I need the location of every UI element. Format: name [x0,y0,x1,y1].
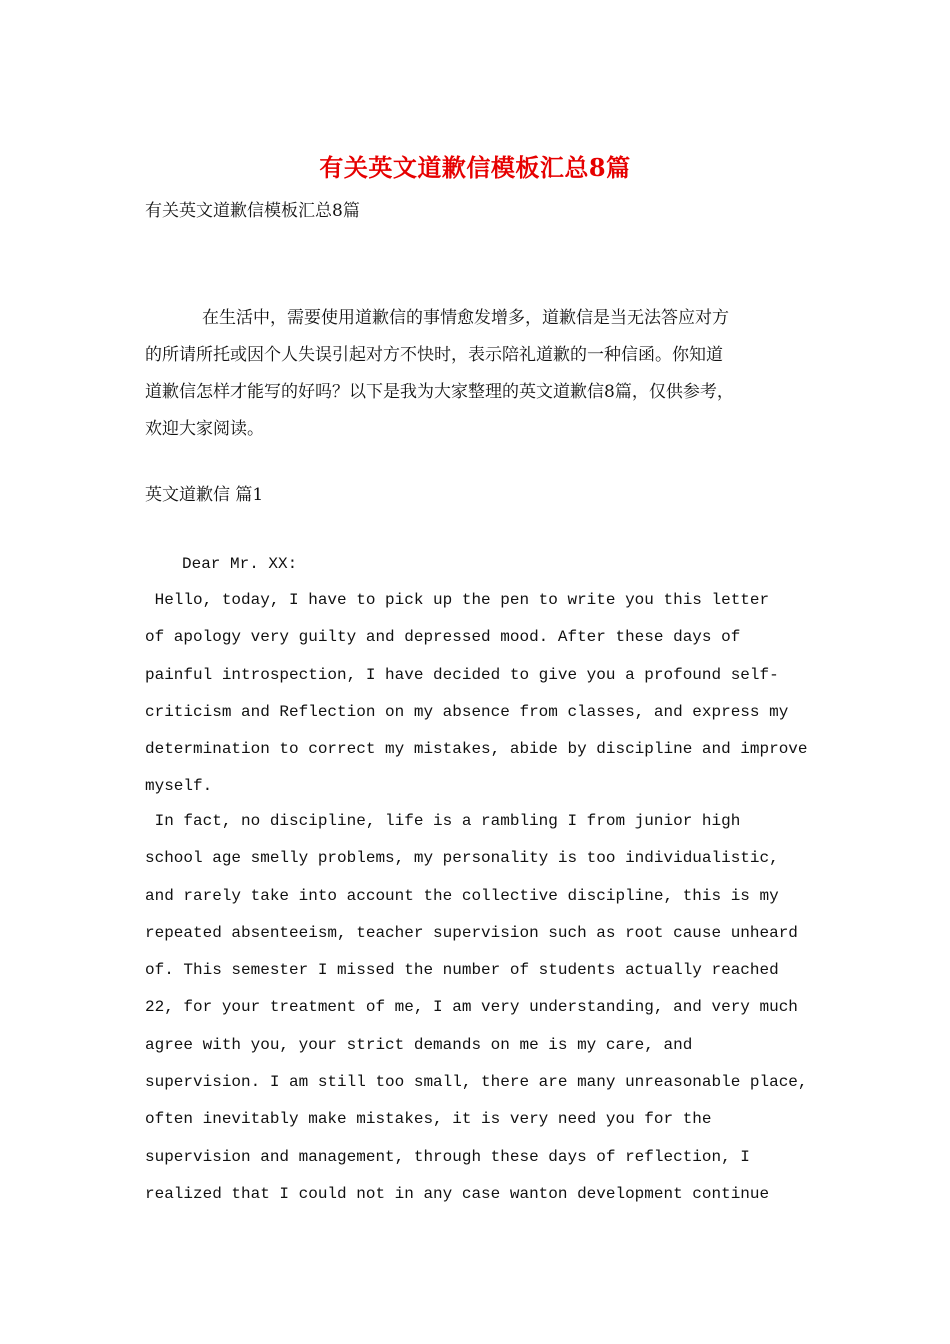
letter-line: school age smelly problems, my personality is too individualistic, [145,849,779,868]
section-heading: 英文道歉信 篇1 [145,485,264,505]
letter-line: and rarely take into account the collective discipline, this is my [145,886,779,905]
intro-line: 欢迎大家阅读。 [145,419,264,439]
document-subtitle: 有关英文道歉信模板汇总8篇 [145,201,360,221]
letter-paragraph-1 [145,582,825,806]
letter-salutation: Dear Mr. XX: [182,555,298,573]
letter-line: 22, for your treatment of me, I am very understanding, and very much [145,998,798,1017]
intro-line: 道歉信怎样才能写的好吗？以下是我为大家整理的英文道歉信8篇，仅供参考， [145,382,734,402]
letter-line: In fact, no discipline, life is a rambling I from junior high [145,812,741,830]
letter-line: Hello, today, I have to pick up the pen to write you this letter [145,591,770,609]
letter-paragraph-2 [145,803,825,1213]
letter-line: of apology very guilty and depressed mood. After these days of [145,628,741,647]
letter-line: repeated absenteeism, teacher supervision such as root cause unheard [145,923,798,942]
letter-line: often inevitably make mistakes, it is very need you for the [145,1110,712,1129]
letter-line: determination to correct my mistakes, abide by discipline and improve [145,740,808,759]
letter-line: painful introspection, I have decided to give you a profound self- [145,665,779,684]
intro-line: 在生活中，需要使用道歉信的事情愈发增多，道歉信是当无法答应对方 [202,308,729,328]
letter-line: realized that I could not in any case wanton development continue [145,1184,770,1203]
letter-line: agree with you, your strict demands on me is my care, and [145,1035,693,1054]
document-title: 有关英文道歉信模板汇总8篇 [319,153,631,182]
letter-line: supervision. I am still too small, there are many unreasonable place, [145,1073,808,1092]
letter-line: supervision and management, through these days of reflection, I [145,1147,750,1166]
intro-line: 的所请所托或因个人失误引起对方不快时，表示陪礼道歉的一种信函。你知道 [145,345,723,365]
letter-line: criticism and Reflection on my absence from classes, and express my [145,702,789,721]
intro-paragraph [145,300,810,448]
letter-line: of. This semester I missed the number of students actually reached [145,961,779,980]
letter-line: myself. [145,777,213,796]
